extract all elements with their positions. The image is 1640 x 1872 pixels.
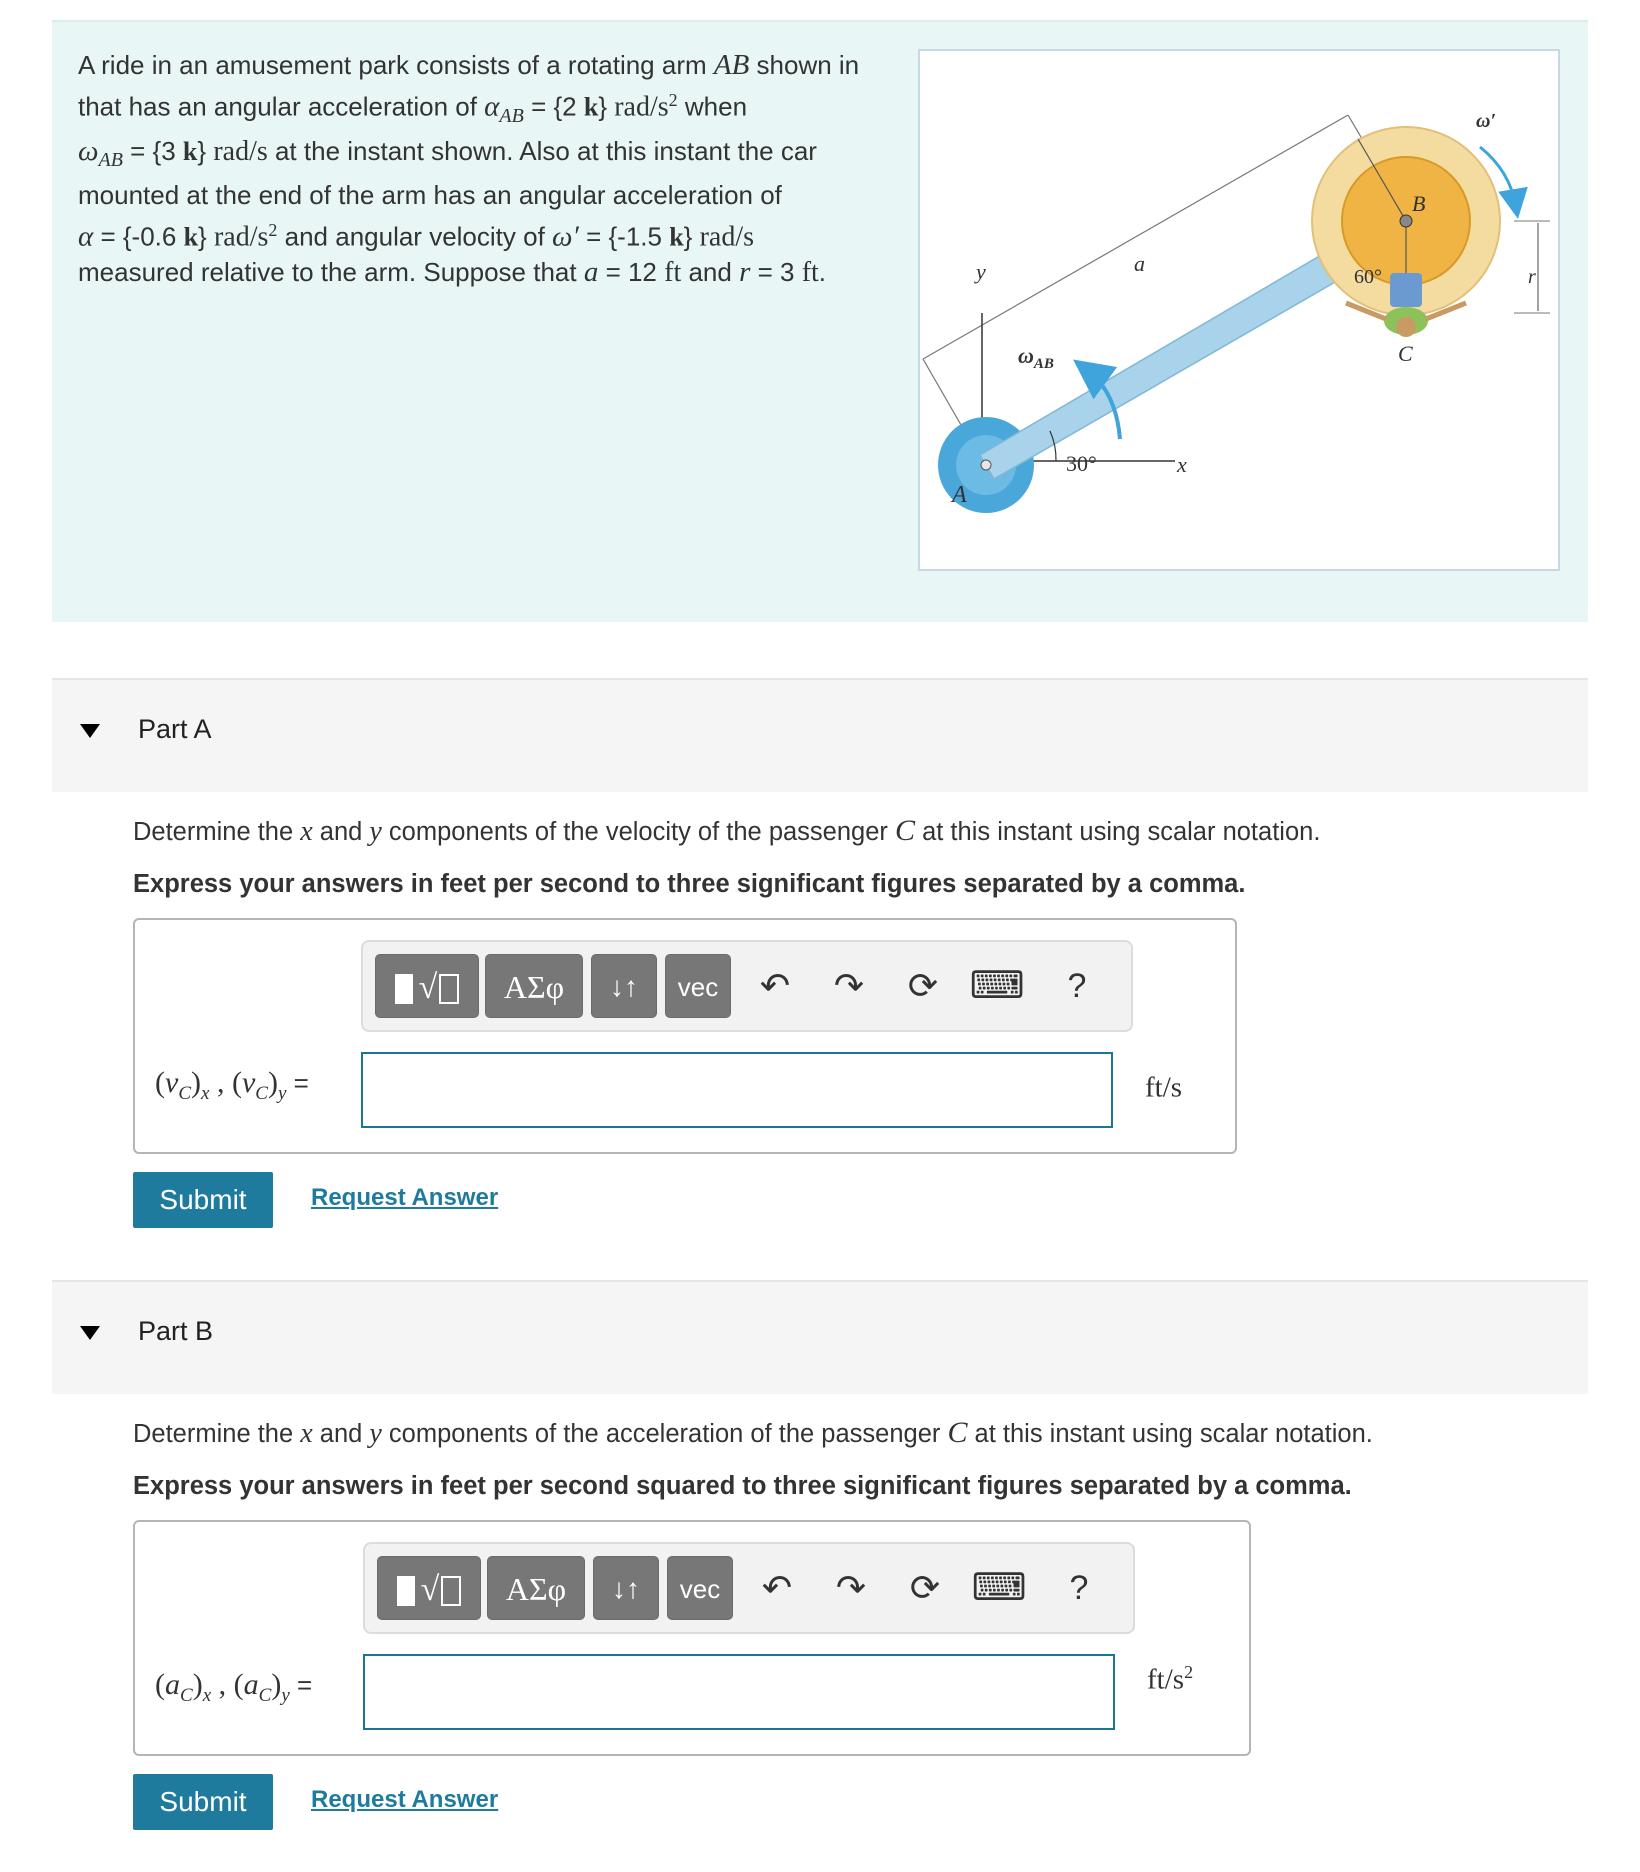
template-box-icon xyxy=(441,1576,461,1606)
problem-line-3: $\omega_{AB} = \{3$ k} rad/s at the instant shown. Also at this instant the car xyxy=(78,134,817,172)
help-icon[interactable]: ? xyxy=(1067,967,1087,1005)
redo-icon[interactable]: ↷ xyxy=(835,1567,867,1608)
keyboard-icon[interactable]: ⌨ xyxy=(971,1567,1027,1609)
greek-symbols-button[interactable]: ΑΣφ xyxy=(487,1556,585,1620)
greek-symbols-button[interactable]: ΑΣφ xyxy=(485,954,583,1018)
part-b-units: $ft/s^2$ xyxy=(1147,1662,1194,1696)
label-30: 30° xyxy=(1066,451,1097,476)
pin-b xyxy=(1400,215,1412,227)
problem-line-4: mounted at the end of the arm has an angular acceleration of xyxy=(78,180,782,211)
label-omega-ab: $\omega_{AB}$ xyxy=(1018,343,1054,372)
collapse-caret-icon[interactable] xyxy=(80,724,100,738)
undo-icon[interactable]: ↶ xyxy=(761,1567,793,1608)
label-b: B xyxy=(1412,191,1426,216)
part-b-header[interactable] xyxy=(52,1280,1588,1394)
problem-line-5: α = {-0.6 k} rad/$s^2$ and angular velocity of ω′ = {-1.5 k} rad/s xyxy=(78,220,755,253)
template-square-icon xyxy=(397,1576,415,1606)
part-a-instruction: Express your answers in feet per second to three significant figures separated by a comma. xyxy=(133,870,1246,898)
part-a-question: Determine the x and y components of the velocity of the passenger C at this instant using scalar notation. xyxy=(133,814,1321,847)
part-b-equation-label: $(a_C)_x$ , $(a_C)_y$ = xyxy=(155,1668,313,1706)
redo-icon[interactable]: ↷ xyxy=(833,965,865,1006)
part-b-title: Part B xyxy=(138,1316,214,1346)
part-a-request-answer-link[interactable]: Request Answer xyxy=(311,1184,499,1211)
figure-svg xyxy=(920,51,1558,569)
help-icon[interactable]: ? xyxy=(1069,1569,1089,1607)
label-x: x xyxy=(1177,452,1187,477)
problem-line-2: that has an angular acceleration of $\alpha_{AB} = \{2$ k} rad/$s^2$ when xyxy=(78,90,748,127)
part-a-answer-input[interactable] xyxy=(361,1052,1113,1128)
reset-icon[interactable]: ⟳ xyxy=(909,1567,941,1608)
subscript-superscript-button[interactable]: ↓↑ xyxy=(593,1556,659,1620)
label-60: 60° xyxy=(1354,266,1382,288)
dimension-a-line xyxy=(923,115,1348,359)
part-a-title: Part A xyxy=(138,714,212,744)
part-b-answer-input[interactable] xyxy=(363,1654,1115,1730)
part-b-instruction: Express your answers in feet per second squared to three significant figures separated by a comma. xyxy=(133,1472,1352,1500)
vector-button[interactable]: vec xyxy=(667,1556,733,1620)
part-a-submit-button[interactable]: Submit xyxy=(133,1172,273,1228)
subscript-superscript-button[interactable]: ↓↑ xyxy=(591,954,657,1018)
pin-a xyxy=(981,460,991,470)
reset-icon[interactable]: ⟳ xyxy=(907,965,939,1006)
part-b-request-answer-link[interactable]: Request Answer xyxy=(311,1786,499,1813)
part-b-question: Determine the x and y components of the acceleration of the passenger C at this instant using scalar notation. xyxy=(133,1416,1373,1449)
templates-button[interactable]: √ xyxy=(377,1556,481,1620)
part-a-header[interactable] xyxy=(52,678,1588,792)
part-b-math-toolbar xyxy=(363,1542,1135,1634)
problem-statement xyxy=(78,48,918,290)
part-a-equation-label: $(v_C)_x$ , $(v_C)_y$ = xyxy=(155,1066,309,1104)
template-box-icon xyxy=(439,974,459,1004)
collapse-caret-icon[interactable] xyxy=(80,1326,100,1340)
undo-icon[interactable]: ↶ xyxy=(759,965,791,1006)
label-omega-prime: ω′ xyxy=(1476,110,1497,132)
label-c: C xyxy=(1398,341,1413,366)
label-a-dim: a xyxy=(1134,251,1145,276)
label-y: y xyxy=(976,259,986,284)
keyboard-icon[interactable]: ⌨ xyxy=(969,965,1025,1007)
label-a: A xyxy=(952,482,967,508)
templates-button[interactable]: √ xyxy=(375,954,479,1018)
part-a-answer-box xyxy=(133,918,1237,1154)
template-square-icon xyxy=(395,974,413,1004)
problem-panel xyxy=(52,20,1588,622)
part-b-submit-button[interactable]: Submit xyxy=(133,1774,273,1830)
part-b-answer-box xyxy=(133,1520,1251,1756)
label-r: r xyxy=(1528,266,1536,288)
problem-figure xyxy=(918,49,1560,571)
vector-button[interactable]: vec xyxy=(665,954,731,1018)
problem-line-1: A ride in an amusement park consists of a rotating arm AB shown in xyxy=(78,49,860,81)
part-a-units: ft/s xyxy=(1145,1071,1183,1104)
part-a-math-toolbar xyxy=(361,940,1133,1032)
problem-line-6: measured relative to the arm. Suppose that a = 12 ft and r = 3 ft. xyxy=(78,255,827,288)
